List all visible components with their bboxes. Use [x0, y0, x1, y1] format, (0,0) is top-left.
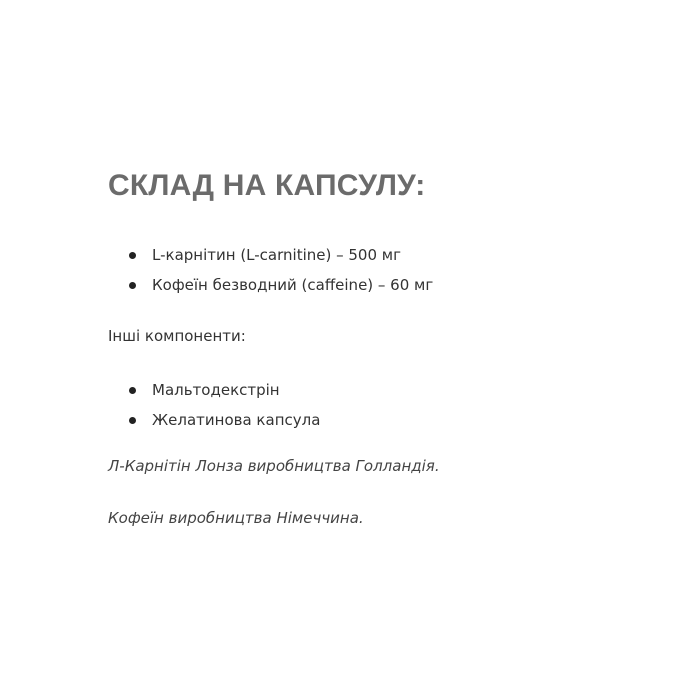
main-ingredients-list: [108, 240, 668, 300]
bullet-icon: [129, 387, 136, 394]
list-item: [108, 240, 668, 270]
composition-section: [108, 168, 668, 529]
bullet-icon: [129, 282, 136, 289]
bullet-icon: [129, 417, 136, 424]
bullet-icon: [129, 252, 136, 259]
list-item: [108, 270, 668, 300]
component-maltodextrin: Мальтодекстрін: [152, 381, 280, 399]
composition-heading: СКЛАД НА КАПСУЛУ:: [108, 169, 426, 202]
caffeine-origin-note: Кофеїн виробництва Німеччина.: [108, 509, 364, 527]
other-components-label: Інші компоненти:: [108, 327, 246, 345]
carnitine-origin-note: Л-Карнітін Лонза виробництва Голландія.: [108, 457, 440, 475]
component-gelatin-capsule: Желатинова капсула: [152, 411, 321, 429]
ingredient-carnitine: L-карнітин (L-carnitine) – 500 мг: [152, 246, 401, 264]
ingredient-caffeine: Кофеїн безводний (caffeine) – 60 мг: [152, 276, 434, 294]
other-components-list: [108, 375, 668, 435]
list-item: [108, 375, 668, 405]
list-item: [108, 405, 668, 435]
